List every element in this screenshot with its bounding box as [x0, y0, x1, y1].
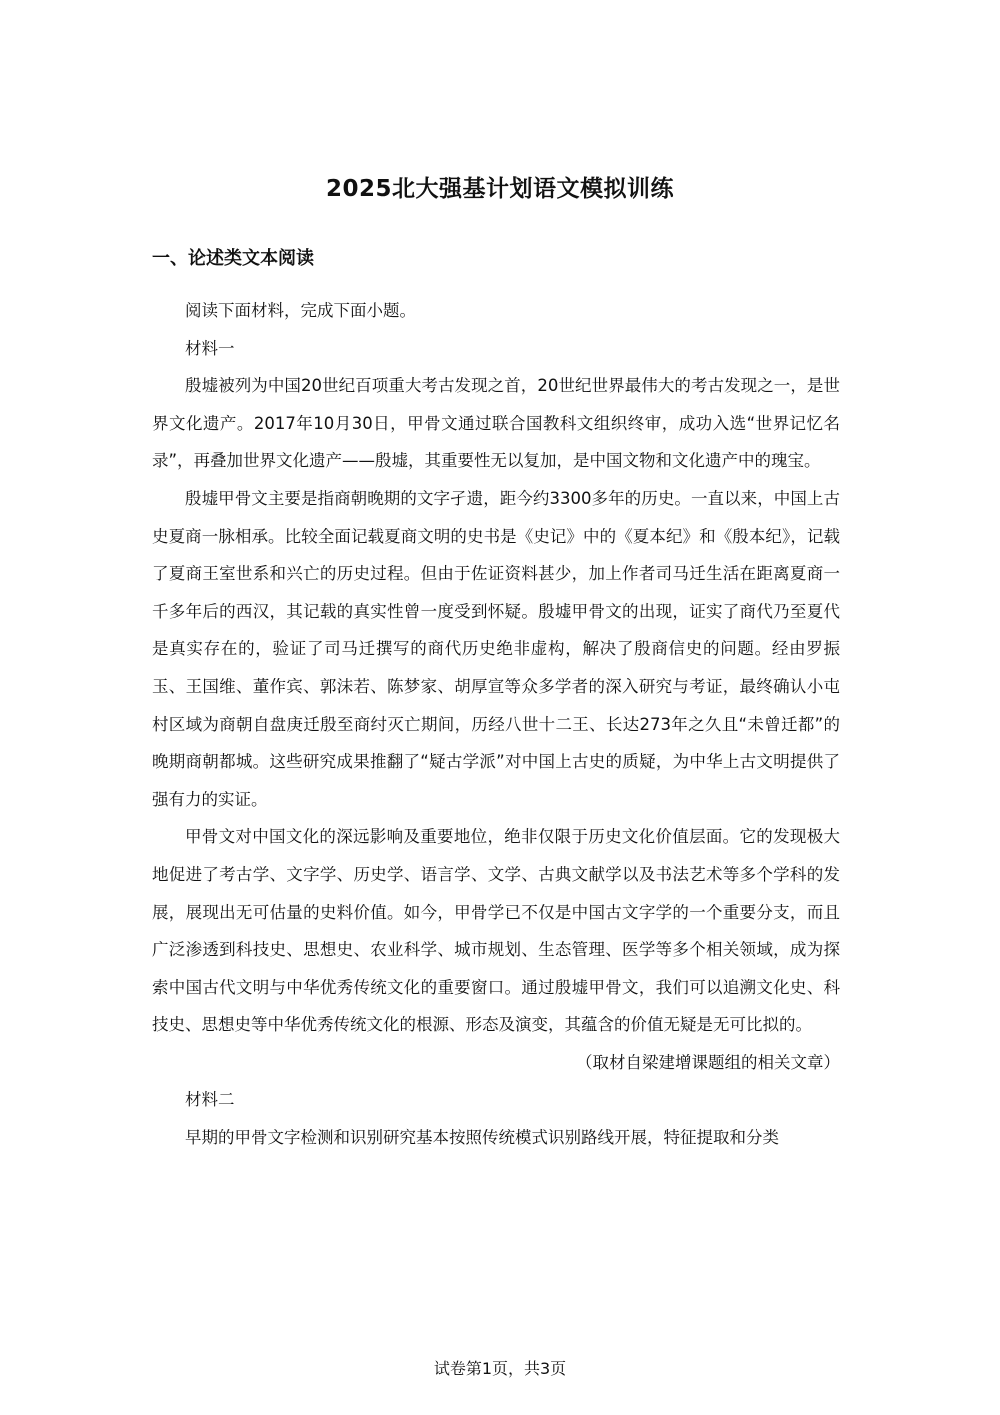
- paragraph: 早期的甲骨文字检测和识别研究基本按照传统模式识别路线开展，特征提取和分类: [185, 1128, 779, 1148]
- document-title: 2025北大强基计划语文模拟训练: [325, 176, 674, 202]
- material-one-label: 材料一: [185, 338, 235, 358]
- paragraph: 殷墟被列为中国20世纪百项重大考古发现之首，20世纪世界最伟大的考古发现之一，是世界文化遗产。2017年10月30日，甲骨文通过联合国教科文组织终审，成功入选“世界记忆名录”，再叠加世界文化遗产——殷墟，其重要性无以复加，是中国文物和文化遗产中的瑰宝。: [152, 376, 840, 471]
- source-note: （取材自梁建增课题组的相关文章）: [576, 1052, 840, 1072]
- material-two-label: 材料二: [185, 1090, 235, 1110]
- document-body: [152, 292, 840, 1157]
- reading-instruction: 阅读下面材料，完成下面小题。: [185, 301, 416, 320]
- section-heading: 一、论述类文本阅读: [152, 248, 314, 269]
- paragraph: 殷墟甲骨文主要是指商朝晚期的文字孑遗，距今约3300多年的历史。一直以来，中国上古史夏商一脉相承。比较全面记载夏商文明的史书是《史记》中的《夏本纪》和《殷本纪》，记载了夏商王室世系和兴亡的历史过程。但由于佐证资料甚少，加上作者司马迁生活在距离夏商一千多年后的西汉，其记载的真实性曾一度受到怀疑。殷墟甲骨文的出现，证实了商代乃至夏代是真实存在的，验证了司马迁撰写的商代历史绝非虚构，解决了殷商信史的问题。经由罗振玉、王国维、董作宾、郭沫若、陈梦家、胡厚宣等众多学者的深入研究与考证，最终确认小屯村区域为商朝自盘庚迁殷至商纣灭亡期间，历经八世十二王、长达273年之久且“未曾迁都”的晚期商朝都城。这些研究成果推翻了“疑古学派”对中国上古史的质疑，为中华上古文明提供了强有力的实证。: [152, 488, 840, 809]
- page-number: 试卷第1页，共3页: [433, 1359, 567, 1378]
- paragraph: 甲骨文对中国文化的深远影响及重要地位，绝非仅限于历史文化价值层面。它的发现极大地促进了考古学、文字学、历史学、语言学、文学、古典文献学以及书法艺术等多个学科的发展，展现出无可估量的史料价值。如今，甲骨学已不仅是中国古文字学的一个重要分支，而且广泛渗透到科技史、思想史、农业科学、城市规划、生态管理、医学等多个相关领域，成为探索中国古代文明与中华优秀传统文化的重要窗口。通过殷墟甲骨文，我们可以追溯文化史、科技史、思想史等中华优秀传统文化的根源、形态及演变，其蕴含的价值无疑是无可比拟的。: [152, 827, 840, 1035]
